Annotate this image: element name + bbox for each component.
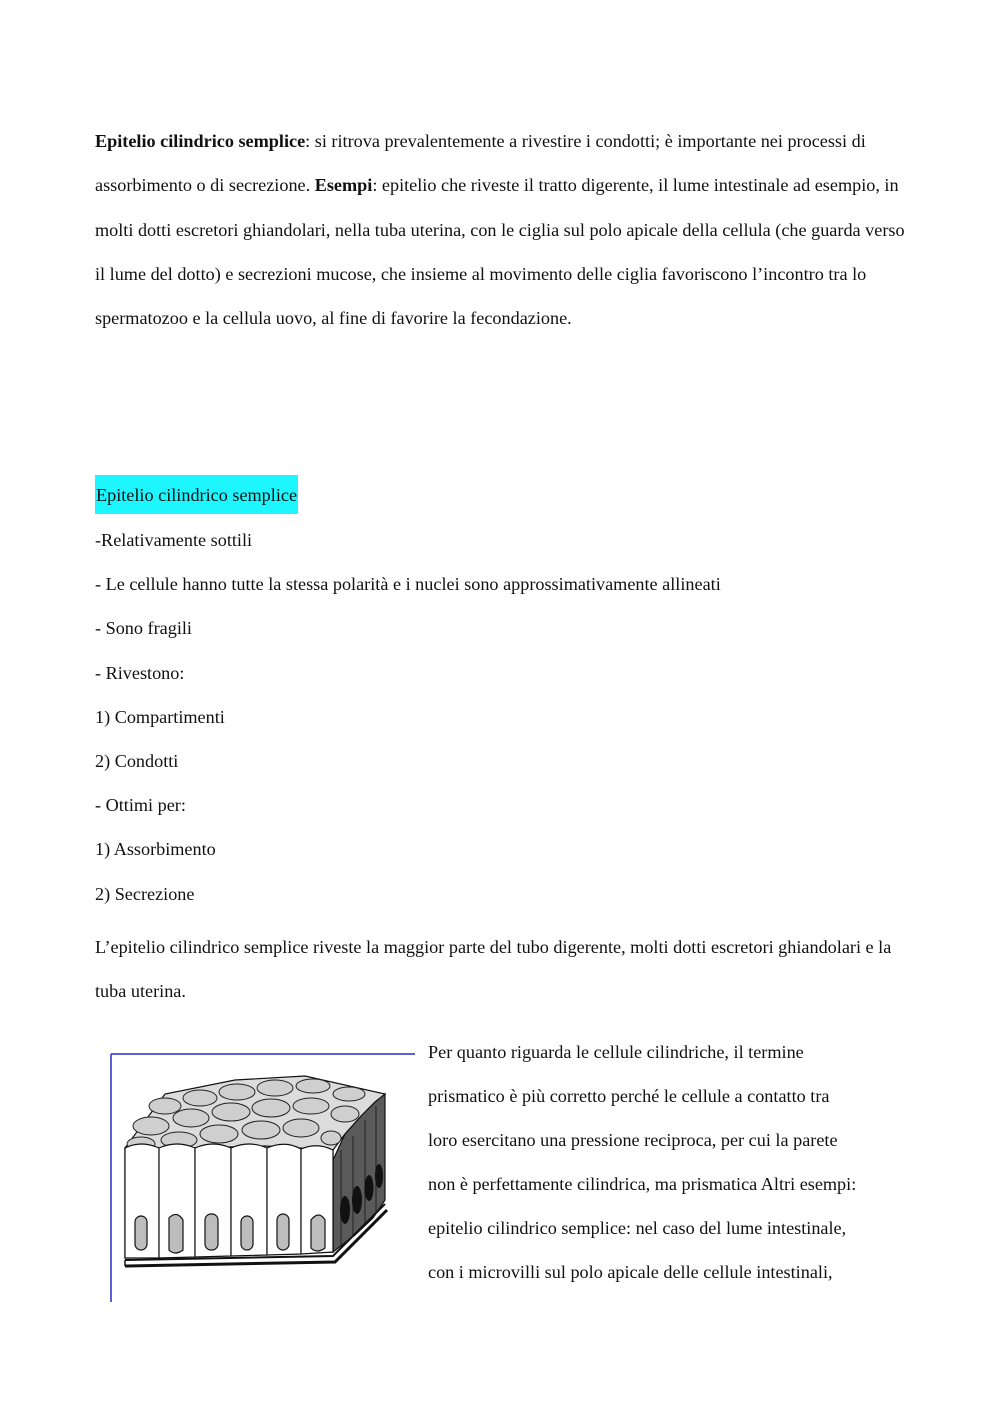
side-line: prismatico è più corretto perché le cellule a contatto tra <box>428 1086 830 1106</box>
list-item: 1) Compartimenti <box>95 706 225 727</box>
side-paragraph <box>428 1030 928 1294</box>
section-heading: Epitelio cilindrico semplice <box>95 475 298 514</box>
epithelium-illustration <box>105 1050 417 1304</box>
list-item: 1) Assorbimento <box>95 839 216 860</box>
side-line: con i microvilli sul polo apicale delle cellule intestinali, <box>428 1262 833 1282</box>
list-item: - Rivestono: <box>95 662 185 683</box>
examples-label: Esempi <box>314 175 373 196</box>
side-line: epitelio cilindrico semplice: nel caso del lume intestinale, <box>428 1218 847 1238</box>
list-item: - Sono fragili <box>95 618 192 639</box>
list-item: 2) Condotti <box>95 751 179 772</box>
intro-paragraph <box>95 119 910 340</box>
side-line: loro esercitano una pressione reciproca, per cui la parete <box>428 1130 838 1150</box>
feature-list <box>95 518 721 916</box>
summary-paragraph: L’epitelio cilindrico semplice riveste la maggior parte del tubo digerente, molti dotti escretori ghiandolari e la tuba uterina. <box>95 937 892 1002</box>
list-item: 2) Secrezione <box>95 883 195 904</box>
side-line: non è perfettamente cilindrica, ma prismatica Altri esempi: <box>428 1174 857 1194</box>
intro-term: Epitelio cilindrico semplice <box>95 131 306 151</box>
list-item: - Ottimi per: <box>95 795 186 816</box>
intro-text-2: : epitelio che riveste il tratto digerente, il lume intestinale ad esempio, in molti dotti escretori ghiandolari, nella tuba uterina, con le ciglia sul polo apicale della cellula (che guarda verso il lume del dotto) e secrezioni mucose, che insieme al movimento delle ciglia favoriscono l’incontro tra lo spermatozoo e la cellula uovo, al fine di favorire la fecondazione. <box>95 175 905 329</box>
side-line: Per quanto riguarda le cellule cilindriche, il termine <box>428 1042 804 1062</box>
list-item: - Le cellule hanno tutte la stessa polarità e i nuclei sono approssimativamente allineati <box>95 574 721 595</box>
list-item: -Relativamente sottili <box>95 530 253 550</box>
intro-text-1: : si ritrova prevalentemente a rivestire i condotti; è importante nei processi di assorbimento o di secrezione. <box>95 131 866 196</box>
